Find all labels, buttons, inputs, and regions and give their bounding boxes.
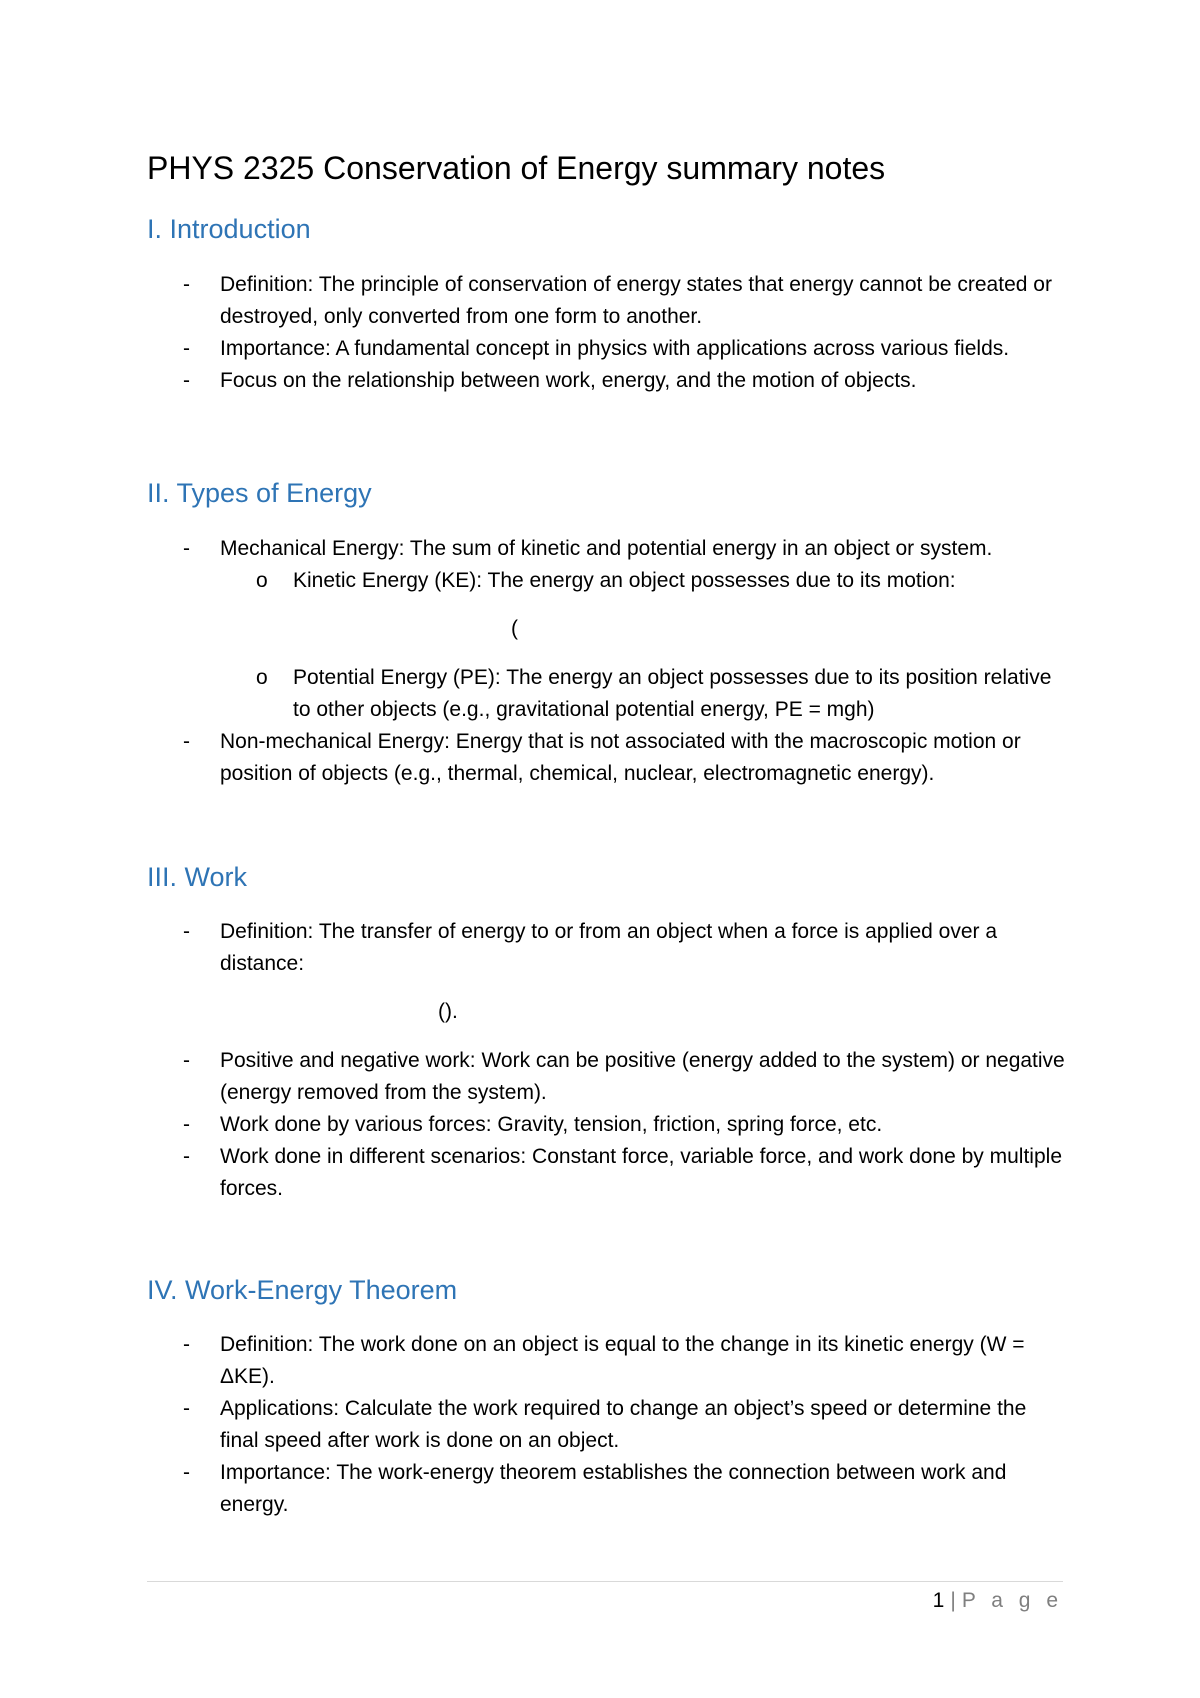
list-item [147, 365, 1067, 397]
dash-bullet-icon: - [183, 273, 190, 296]
list-item-text: Importance: A fundamental concept in physics with applications across various fields. [220, 337, 1010, 360]
list-item-text: Work done by various forces: Gravity, tension, friction, spring force, etc. [220, 1113, 883, 1136]
list-item-text: Applications: Calculate the work required to change an object’s speed or determine the final speed after work is done on an object. [220, 1397, 1027, 1452]
page-number: 1 [932, 1589, 945, 1612]
list-item-text: Definition: The principle of conservation of energy states that energy cannot be created or destroyed, only converted from one form to another. [220, 273, 1052, 328]
circle-bullet-icon: o [256, 666, 268, 689]
mechanical-energy-sublist [147, 565, 1067, 726]
section-heading-work: III. Work [147, 862, 248, 892]
section-heading-work-energy-theorem: IV. Work-Energy Theorem [147, 1275, 458, 1305]
list-item [147, 1045, 1067, 1109]
list-item-text: Work done in different scenarios: Constant force, variable force, and work done by multiple forces. [220, 1145, 1062, 1200]
list-item [147, 269, 1067, 333]
introduction-list [147, 269, 1067, 397]
work-formula: (). [438, 1000, 458, 1023]
document-title: PHYS 2325 Conservation of Energy summary notes [147, 150, 886, 186]
list-item [147, 333, 1067, 365]
list-item-text: Definition: The work done on an object is equal to the change in its kinetic energy (W = ΔKE). [220, 1333, 1025, 1388]
dash-bullet-icon: - [183, 1397, 190, 1420]
dash-bullet-icon: - [183, 920, 190, 943]
work-list [147, 916, 1067, 1205]
dash-bullet-icon: - [183, 1145, 190, 1168]
page-label: P a g e [961, 1589, 1063, 1612]
section-heading-types-of-energy: II. Types of Energy [147, 478, 372, 508]
dash-bullet-icon: - [183, 537, 190, 560]
list-item [147, 916, 1067, 1045]
section-heading-introduction: I. Introduction [147, 214, 311, 244]
list-item [147, 1141, 1067, 1205]
sub-list-item [220, 565, 1067, 662]
list-item [147, 1457, 1067, 1521]
circle-bullet-icon: o [256, 569, 268, 592]
work-energy-theorem-list [147, 1329, 1067, 1521]
page-footer [933, 1586, 1063, 1616]
sub-list-item-text: Kinetic Energy (KE): The energy an object possesses due to its motion: [293, 569, 956, 592]
list-item-text: Focus on the relationship between work, energy, and the motion of objects. [220, 369, 917, 392]
kinetic-energy-formula: ( [511, 617, 518, 640]
footer-divider [147, 1581, 1063, 1582]
list-item-text: Non-mechanical Energy: Energy that is not associated with the macroscopic motion or position of objects (e.g., thermal, chemical, nuclear, electromagnetic energy). [220, 730, 1021, 785]
list-item [147, 1393, 1067, 1457]
dash-bullet-icon: - [183, 730, 190, 753]
dash-bullet-icon: - [183, 337, 190, 360]
list-item [147, 533, 1067, 726]
dash-bullet-icon: - [183, 1333, 190, 1356]
footer-separator: | [950, 1589, 956, 1612]
types-of-energy-list [147, 533, 1067, 790]
list-item-text: Importance: The work-energy theorem establishes the connection between work and energy. [220, 1461, 1007, 1516]
dash-bullet-icon: - [183, 1113, 190, 1136]
list-item [147, 1109, 1067, 1141]
dash-bullet-icon: - [183, 1049, 190, 1072]
sub-list-item-text: Potential Energy (PE): The energy an object possesses due to its position relative to other objects (e.g., gravitational potential energy, PE = mgh) [293, 666, 1052, 721]
list-item-text: Positive and negative work: Work can be positive (energy added to the system) or negative (energy removed from the system). [220, 1049, 1065, 1104]
list-item [147, 1329, 1067, 1393]
list-item-text: Definition: The transfer of energy to or from an object when a force is applied over a distance: [220, 920, 998, 975]
dash-bullet-icon: - [183, 1461, 190, 1484]
dash-bullet-icon: - [183, 369, 190, 392]
list-item [147, 726, 1067, 790]
sub-list-item [220, 662, 1067, 726]
list-item-text: Mechanical Energy: The sum of kinetic and potential energy in an object or system. [220, 537, 993, 560]
